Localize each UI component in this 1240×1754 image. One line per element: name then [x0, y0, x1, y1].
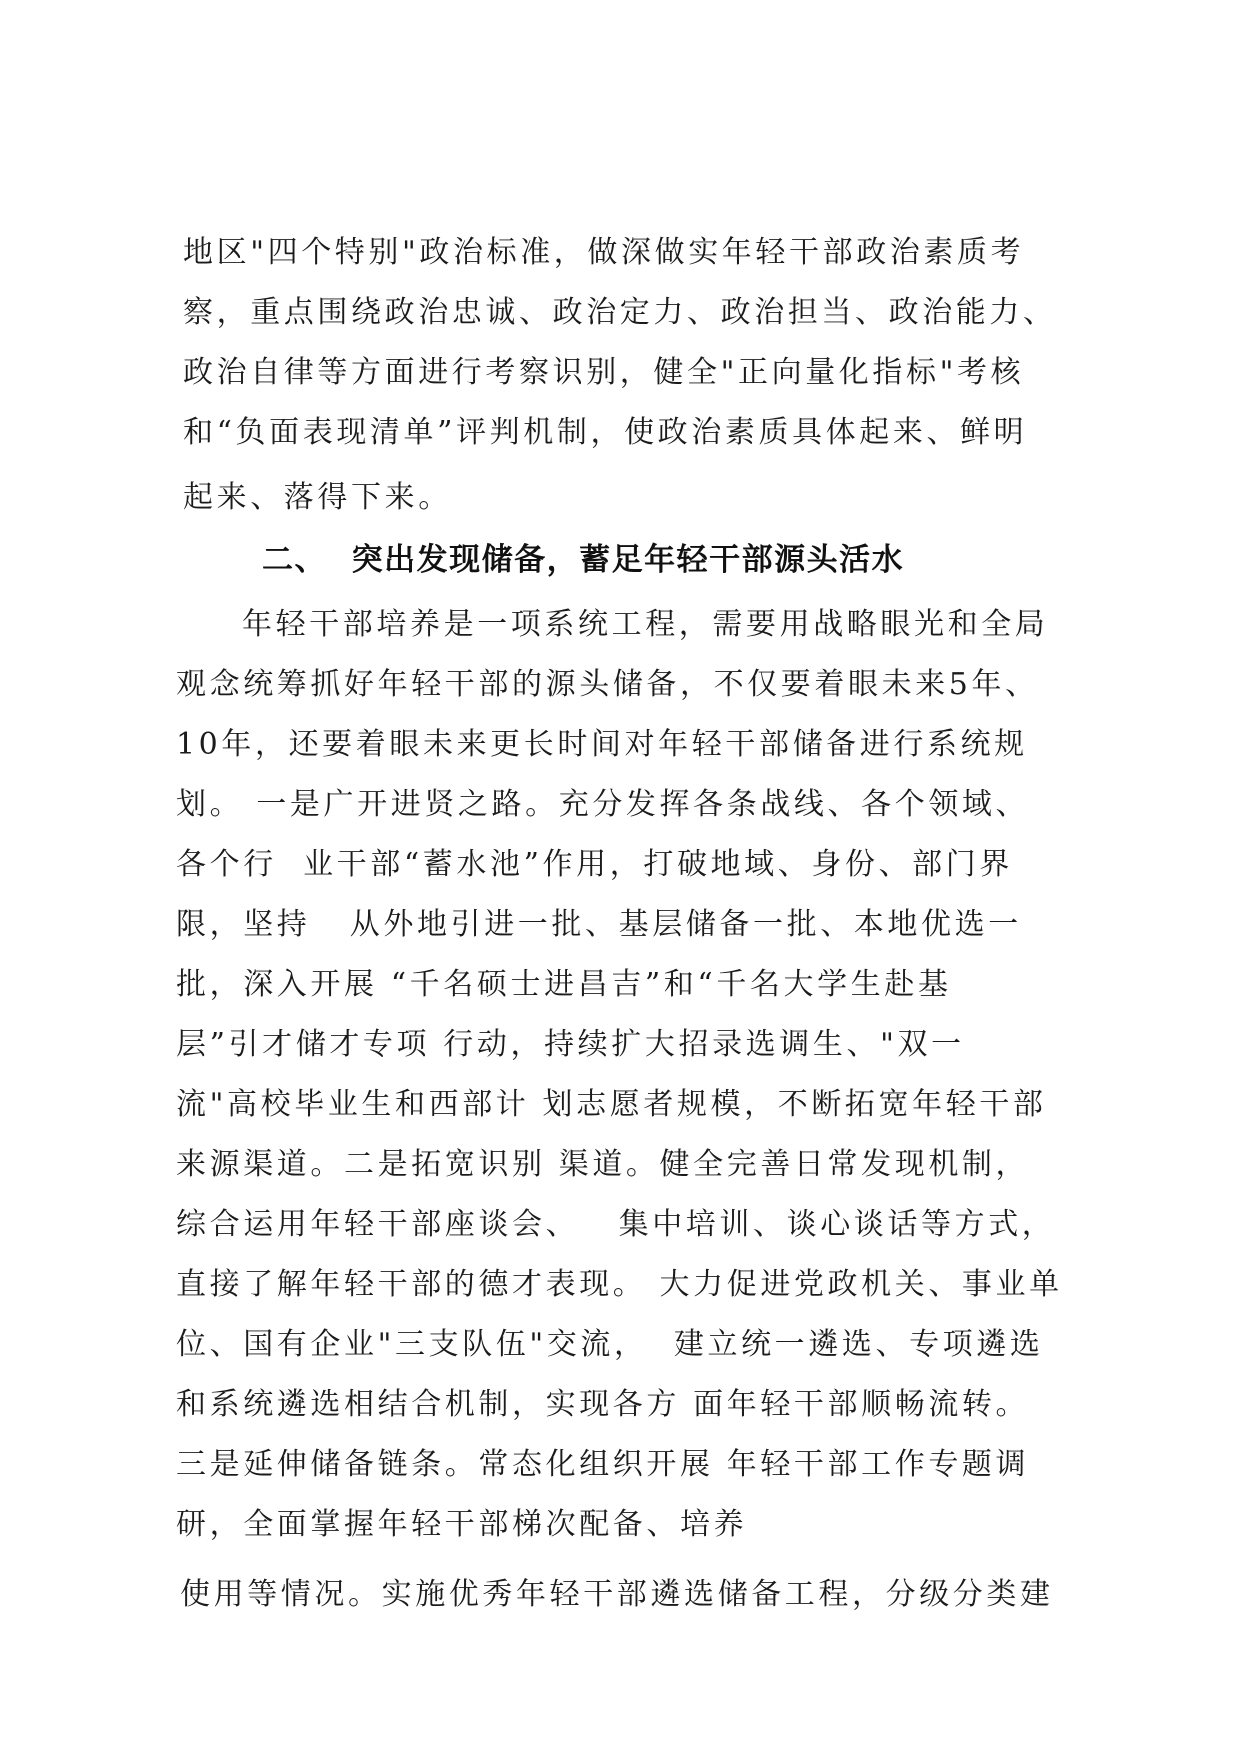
section-heading: 二、 突出发现储备，蓄足年轻干部源头活水 — [262, 542, 905, 578]
paragraph-2-line-5: 各个行 业干部“蓄水池”作用，打破地域、身份、部门界 — [176, 847, 1013, 882]
paragraph-2-line-8: 层”引才储才专项 行动，持续扩大招录选调生、"双一 — [176, 1027, 965, 1062]
paragraph-2-line-1: 年轻干部培养是一项系统工程，需要用战略眼光和全局 — [242, 607, 1049, 642]
paragraph-1-line-5: 起来、落得下来。 — [183, 480, 452, 515]
paragraph-2-line-13: 位、国有企业"三支队伍"交流， 建立统一遴选、专项遴选 — [176, 1327, 1044, 1362]
paragraph-3-line-1: 使用等情况。实施优秀年轻干部遴选储备工程，分级分类建 — [180, 1577, 1054, 1612]
paragraph-2-line-6: 限，坚持 从外地引进一批、基层储备一批、本地优选一 — [176, 907, 1022, 942]
paragraph-2-line-12: 直接了解年轻干部的德才表现。 大力促进党政机关、事业单 — [176, 1267, 1063, 1302]
paragraph-2-line-16: 研，全面掌握年轻干部梯次配备、培养 — [176, 1507, 748, 1542]
paragraph-1-line-1: 地区"四个特别"政治标准，做深做实年轻干部政治素质考 — [183, 235, 1025, 270]
paragraph-1-line-2: 察，重点围绕政治忠诚、政治定力、政治担当、政治能力、 — [183, 295, 1057, 330]
paragraph-2-line-15: 三是延伸储备链条。常态化组织开展 年轻干部工作专题调 — [176, 1447, 1030, 1482]
paragraph-2-line-10: 来源渠道。二是拓宽识别 渠道。健全完善日常发现机制， — [176, 1147, 1030, 1182]
paragraph-2-line-14: 和系统遴选相结合机制，实现各方 面年轻干部顺畅流转。 — [176, 1387, 1030, 1422]
paragraph-2-line-2: 观念统筹抓好年轻干部的源头储备，不仅要着眼未来5年、 — [176, 667, 1039, 702]
paragraph-2-line-4: 划。 一是广开进贤之路。充分发挥各条战线、各个领域、 — [176, 787, 1030, 822]
paragraph-1-line-4: 和“负面表现清单”评判机制，使政治素质具体起来、鲜明 — [183, 415, 1028, 450]
paragraph-2-line-11: 综合运用年轻干部座谈会、 集中培训、谈心谈话等方式， — [176, 1207, 1056, 1242]
paragraph-1-line-3: 政治自律等方面进行考察识别，健全"正向量化指标"考核 — [183, 355, 1025, 390]
paragraph-2-line-3: 10年，还要着眼未来更长时间对年轻干部储备进行系统规 — [176, 727, 1028, 762]
paragraph-2-line-9: 流"高校毕业生和西部计 划志愿者规模，不断拓宽年轻干部 — [176, 1087, 1047, 1122]
paragraph-2-line-7: 批，深入开展 “千名硕士进昌吉”和“千名大学生赴基 — [176, 967, 952, 1002]
